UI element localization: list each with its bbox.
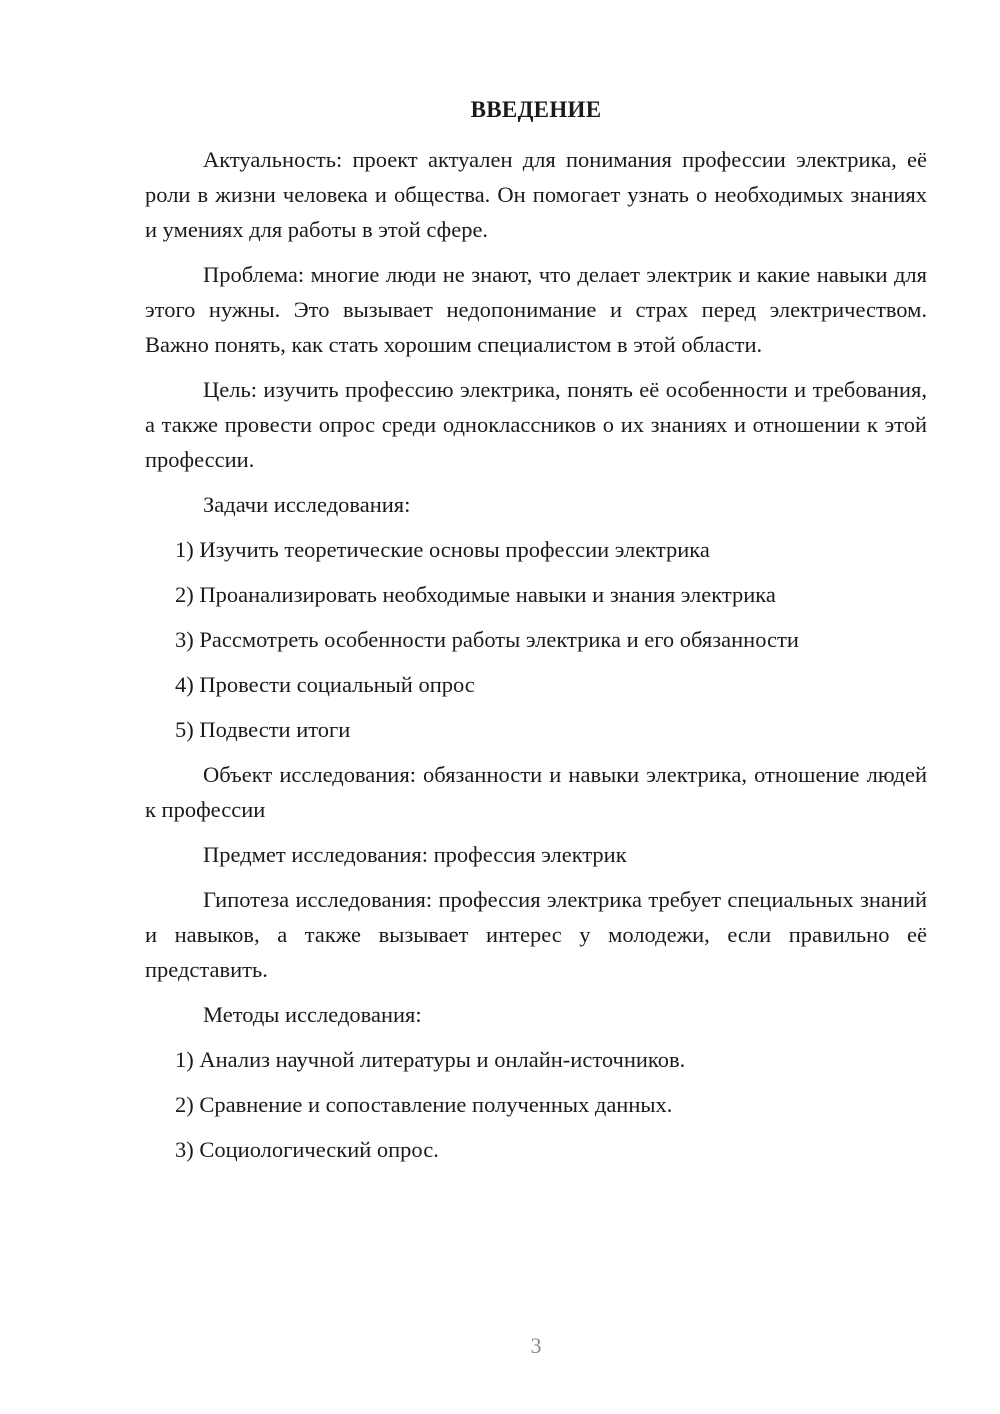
paragraph-object: Объект исследования: обязанности и навыки электрика, отношение людей к профессии: [145, 762, 927, 822]
methods-list: [145, 1042, 927, 1167]
list-item: 1) Анализ научной литературы и онлайн-источников.: [175, 1047, 686, 1072]
list-item: 1) Изучить теоретические основы профессии электрика: [175, 537, 710, 562]
paragraph-subject: Предмет исследования: профессия электрик: [203, 842, 627, 867]
list-item: 4) Провести социальный опрос: [175, 672, 475, 697]
document-body: [145, 142, 927, 1177]
methods-heading: Методы исследования:: [203, 1002, 422, 1027]
list-item: 2) Сравнение и сопоставление полученных данных.: [175, 1092, 673, 1117]
list-item: 2) Проанализировать необходимые навыки и знания электрика: [175, 582, 776, 607]
list-item: 3) Рассмотреть особенности работы электрика и его обязанности: [175, 627, 799, 652]
list-item: 3) Социологический опрос.: [175, 1137, 439, 1162]
paragraph-goal: Цель: изучить профессию электрика, понять её особенности и требования, а также провести опрос среди одноклассников о их знаниях и отношении к этой профессии.: [145, 377, 927, 472]
tasks-list: [145, 532, 927, 747]
tasks-heading: Задачи исследования:: [203, 492, 411, 517]
section-heading: ВВЕДЕНИЕ: [470, 97, 602, 122]
paragraph-relevance: Актуальность: проект актуален для понимания профессии электрика, её роли в жизни человека и общества. Он помогает узнать о необходимых знаниях и умениях для работы в этой сфере.: [145, 147, 927, 242]
paragraph-problem: Проблема: многие люди не знают, что делает электрик и какие навыки для этого нужны. Это вызывает недопонимание и страх перед электричеством. Важно понять, как стать хорошим специалистом в этой области.: [145, 262, 927, 357]
page-number: 3: [530, 1333, 542, 1358]
list-item: 5) Подвести итоги: [175, 717, 351, 742]
document-page: [145, 0, 927, 1414]
paragraph-hypothesis: Гипотеза исследования: профессия электрика требует специальных знаний и навыков, а также вызывает интерес у молодежи, если правильно её представить.: [145, 887, 927, 982]
